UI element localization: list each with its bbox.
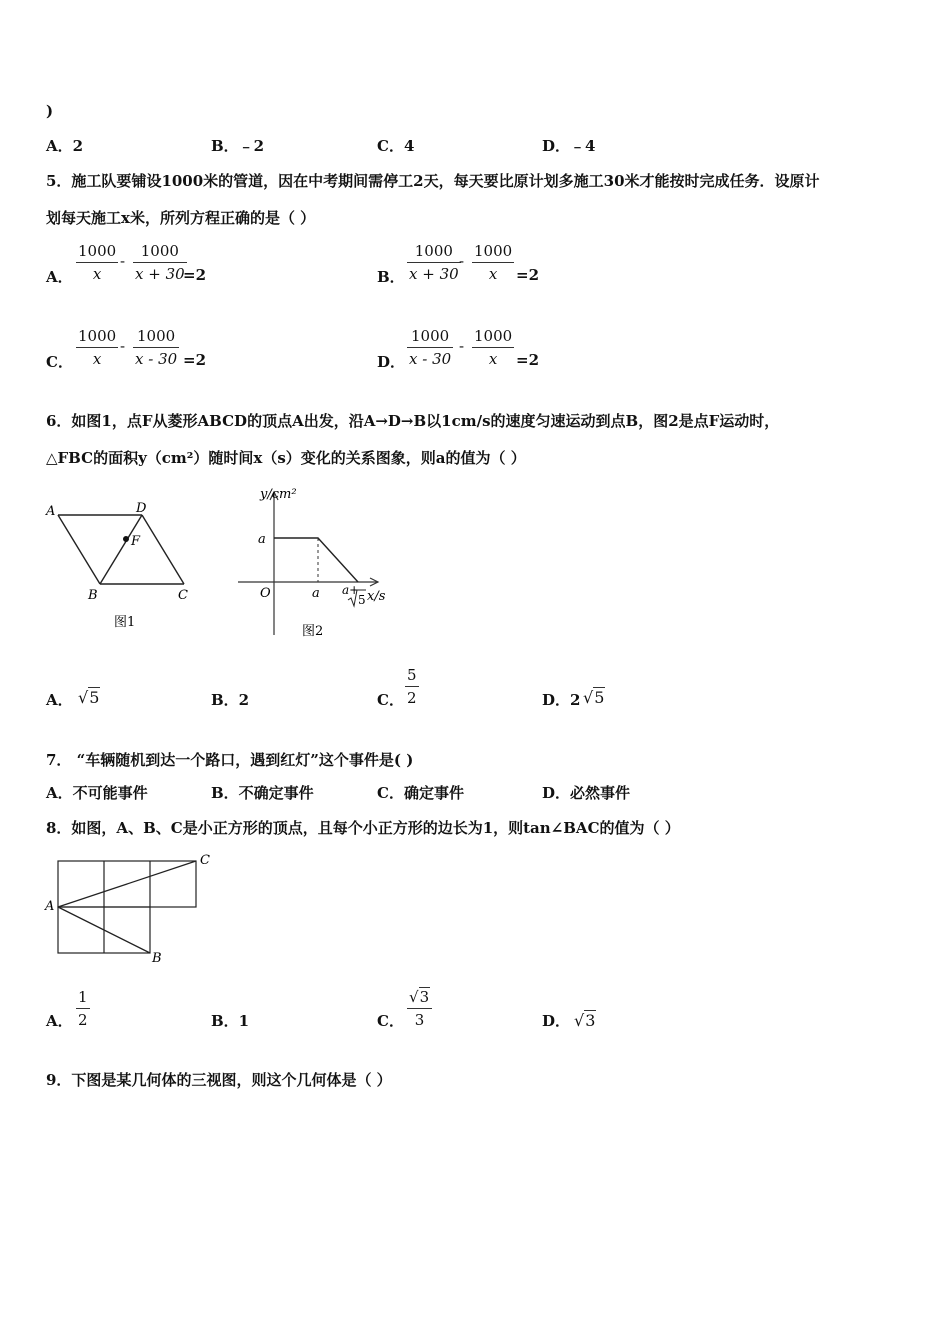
- equals-two: =2: [516, 351, 540, 369]
- denominator: x: [488, 350, 498, 368]
- point-f-dot: [123, 536, 129, 542]
- figure1-caption: 图1: [114, 615, 136, 630]
- label-a: A: [45, 899, 55, 914]
- continued-paren: ): [46, 102, 54, 120]
- denominator: 2: [78, 1011, 88, 1029]
- q6-figure-rhombus: [40, 495, 200, 635]
- q5-text-line2: 划每天施工x米，所列方程正确的是（ ）: [46, 209, 316, 227]
- q8-option-c-label: C．: [377, 1012, 404, 1030]
- numerator: 1000: [472, 240, 514, 263]
- numerator: 1000: [76, 240, 118, 263]
- numerator: 1000: [76, 325, 118, 348]
- q8-option-d-label: D．: [542, 1012, 571, 1030]
- q7-option-b: B．不确定事件: [211, 784, 314, 802]
- q8-text: 8．如图，A、B、C是小正方形的顶点，且每个小正方形的边长为1，则tan∠BAC的值为（ ）: [46, 819, 680, 837]
- q5-option-a-label: A．: [46, 268, 73, 286]
- label-a: A: [46, 504, 56, 519]
- q6-option-d-sqrt: √5: [583, 688, 605, 707]
- radicand: 3: [585, 1011, 596, 1030]
- numerator: 1000: [407, 240, 461, 263]
- q4-option-b: B．﹣2: [211, 137, 265, 155]
- denominator: x: [92, 265, 102, 283]
- q7-option-c: C．确定事件: [377, 784, 464, 802]
- q5-text-line1: 5．施工队要铺设1000米的管道，因在中考期间需停工2天，每天要比原计划多施工30米才能按时完成任务．设原计: [46, 172, 820, 190]
- equals-two: =2: [183, 266, 207, 284]
- minus-sign: -: [459, 252, 465, 270]
- q5-d-frac2: [472, 325, 514, 370]
- denominator: 2: [407, 689, 417, 707]
- sqrt5-label: 5: [358, 593, 366, 607]
- q6-text-line2: △FBC的面积y（cm²）随时间x（s）变化的关系图象，则a的值为（ ）: [46, 449, 526, 467]
- q5-c-frac1: [76, 325, 118, 370]
- q5-option-b-label: B．: [377, 268, 405, 286]
- q6-option-d-label: D．2: [542, 691, 581, 709]
- minus-sign: -: [120, 252, 126, 270]
- q5-d-frac1: [407, 325, 453, 370]
- origin-label: O: [260, 586, 271, 601]
- y-axis-label: y/cm²: [260, 487, 297, 502]
- q6-option-a-sqrt: √5: [78, 688, 100, 707]
- radicand: 3: [419, 988, 430, 1006]
- denominator: x + 30: [135, 265, 185, 283]
- q4-option-d: D．﹣4: [542, 137, 596, 155]
- figure2-caption: 图2: [302, 624, 324, 639]
- q8-figure-grid: [40, 848, 220, 970]
- denominator: x - 30: [135, 350, 178, 368]
- q8-option-c-frac: [407, 986, 432, 1031]
- denominator: x: [92, 350, 102, 368]
- q5-a-frac2: [133, 240, 187, 285]
- denominator: x - 30: [409, 350, 452, 368]
- q5-b-frac2: [472, 240, 514, 285]
- radicand: 5: [594, 688, 605, 707]
- q8-option-a-frac: [76, 986, 90, 1031]
- numerator: 5: [405, 664, 419, 687]
- q6-option-c-frac: [405, 664, 419, 709]
- a-value-x: a: [312, 586, 320, 601]
- numerator: 1: [76, 986, 90, 1009]
- q9-text: 9．下图是某几何体的三视图，则这个几何体是（ ）: [46, 1071, 392, 1089]
- q6-text-line1: 6．如图1，点F从菱形ABCD的顶点A出发，沿A→D→B以1cm/s的速度匀速运动到点B，图2是点F运动时，: [46, 412, 780, 430]
- x-axis-label: x/s: [367, 589, 386, 604]
- numerator: 1000: [133, 240, 187, 263]
- equals-two: =2: [183, 351, 207, 369]
- label-b: B: [152, 951, 162, 966]
- q6-option-a-label: A．: [46, 691, 73, 709]
- label-d: D: [136, 501, 147, 516]
- radicand: 5: [89, 688, 100, 707]
- a-plus-label: a+: [342, 583, 360, 597]
- rhombus-shape: [58, 515, 184, 584]
- q5-option-d-label: D．: [377, 353, 406, 371]
- q8-option-a-label: A．: [46, 1012, 73, 1030]
- q5-b-frac1: [407, 240, 461, 285]
- q4-option-c: C．4: [377, 137, 415, 155]
- q8-option-b: B．1: [211, 1012, 250, 1030]
- grid-squares: [58, 861, 196, 953]
- minus-sign: -: [120, 337, 126, 355]
- denominator: x: [488, 265, 498, 283]
- q7-option-d: D．必然事件: [542, 784, 631, 802]
- axes: [238, 492, 378, 635]
- denominator: 3: [414, 1011, 425, 1029]
- graph-line: [274, 538, 358, 582]
- numerator: 1000: [133, 325, 179, 348]
- label-c: C: [178, 588, 188, 603]
- q6-option-c-label: C．: [377, 691, 404, 709]
- q5-option-c-label: C．: [46, 353, 73, 371]
- label-b: B: [88, 588, 98, 603]
- q6-figure-graph: [230, 482, 400, 642]
- minus-sign: -: [459, 337, 465, 355]
- q5-a-frac1: [76, 240, 118, 285]
- q6-option-b: B．2: [211, 691, 250, 709]
- label-c: C: [200, 853, 210, 868]
- equals-two: =2: [516, 266, 540, 284]
- label-f: F: [131, 534, 141, 549]
- numerator: 1000: [407, 325, 453, 348]
- q8-option-d-sqrt: √3: [574, 1011, 596, 1030]
- a-value-y: a: [258, 532, 266, 547]
- q5-c-frac2: [133, 325, 179, 370]
- q7-text: 7． “车辆随机到达一个路口，遇到红灯”这个事件是( ): [46, 751, 414, 769]
- numerator: √3: [407, 986, 432, 1009]
- denominator: x + 30: [409, 265, 459, 283]
- q4-option-a: A．2: [46, 137, 84, 155]
- numerator: 1000: [472, 325, 514, 348]
- q7-option-a: A．不可能事件: [46, 784, 148, 802]
